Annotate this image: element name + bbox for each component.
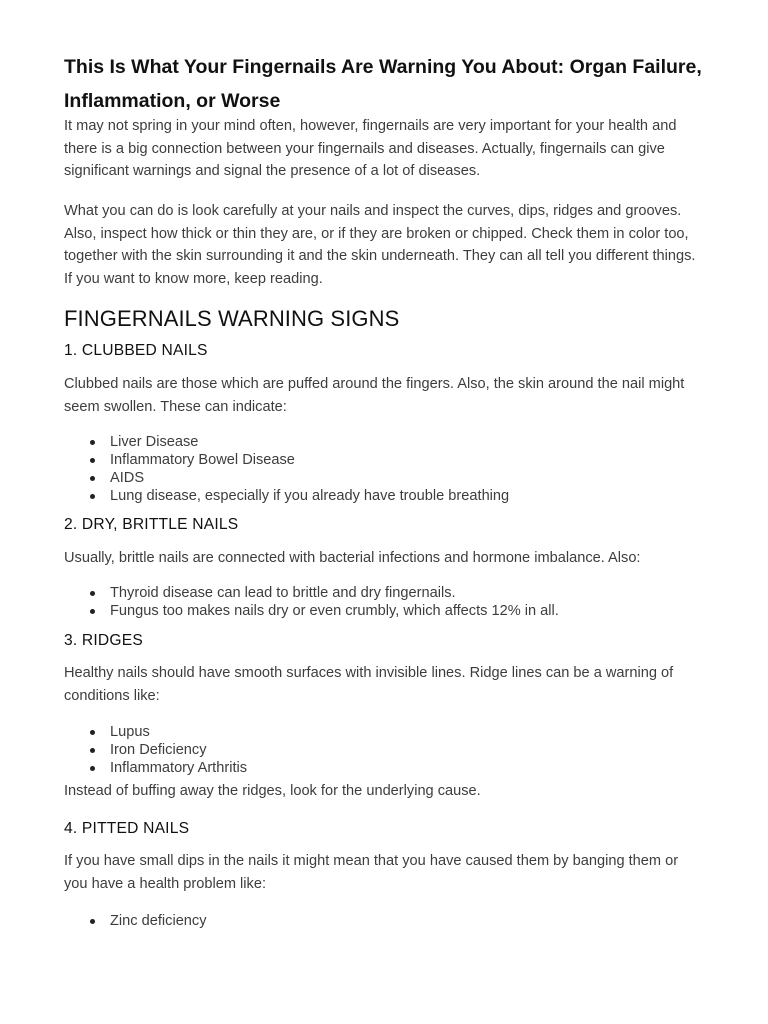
section-text-pitted-nails: If you have small dips in the nails it might mean that you have caused them by banging them or you have a health problem like:	[64, 853, 679, 892]
list-pitted-nails	[64, 912, 207, 930]
section-heading-pitted-nails: 4. PITTED NAILS	[64, 820, 190, 837]
list-item: Inflammatory Bowel Disease	[110, 451, 509, 469]
list-item: Lung disease, especially if you already have trouble breathing	[110, 488, 510, 504]
intro-paragraph-2: What you can do is look carefully at your nails and inspect the curves, dips, ridges and grooves. Also, inspect how thick or thin they are, or if they are broken or chipped. Check them in color too, together with the skin surrounding it and the skin underneath. They can all tell you different things. If you want to know more, keep reading.	[64, 203, 696, 287]
section-heading-brittle-nails: 2. DRY, BRITTLE NAILS	[64, 516, 239, 533]
section-text-ridges: Healthy nails should have smooth surfaces with invisible lines. Ridge lines can be a warning of conditions like:	[64, 665, 674, 704]
section-heading-clubbed-nails: 1. CLUBBED NAILS	[64, 342, 208, 359]
list-item: Fungus too makes nails dry or even crumbly, which affects 12% in all.	[110, 603, 559, 619]
list-item: Zinc deficiency	[110, 913, 207, 929]
list-item: Liver Disease	[110, 433, 509, 451]
list-item: AIDS	[110, 469, 509, 487]
list-item: Iron Deficiency	[110, 741, 247, 759]
list-clubbed-nails	[64, 433, 509, 505]
section-after-ridges: Instead of buffing away the ridges, look for the underlying cause.	[64, 783, 481, 799]
intro-paragraph-1: It may not spring in your mind often, however, fingernails are very important for your health and there is a big connection between your fingernails and diseases. Actually, fingernails can give significant warnings and signal the presence of a lot of diseases.	[64, 118, 677, 180]
list-item: Thyroid disease can lead to brittle and dry fingernails.	[110, 584, 559, 602]
section-text-brittle-nails: Usually, brittle nails are connected with bacterial infections and hormone imbalance. Also:	[64, 550, 641, 566]
list-item: Lupus	[110, 723, 247, 741]
main-heading: FINGERNAILS WARNING SIGNS	[64, 306, 400, 331]
article-title: This Is What Your Fingernails Are Warning You About: Organ Failure, Inflammation, or Worse	[64, 56, 702, 112]
list-brittle-nails	[64, 584, 559, 620]
list-item: Inflammatory Arthritis	[110, 760, 248, 776]
section-text-clubbed-nails: Clubbed nails are those which are puffed around the fingers. Also, the skin around the nail might seem swollen. These can indicate:	[64, 376, 685, 415]
list-ridges	[64, 723, 247, 777]
section-heading-ridges: 3. RIDGES	[64, 632, 143, 649]
